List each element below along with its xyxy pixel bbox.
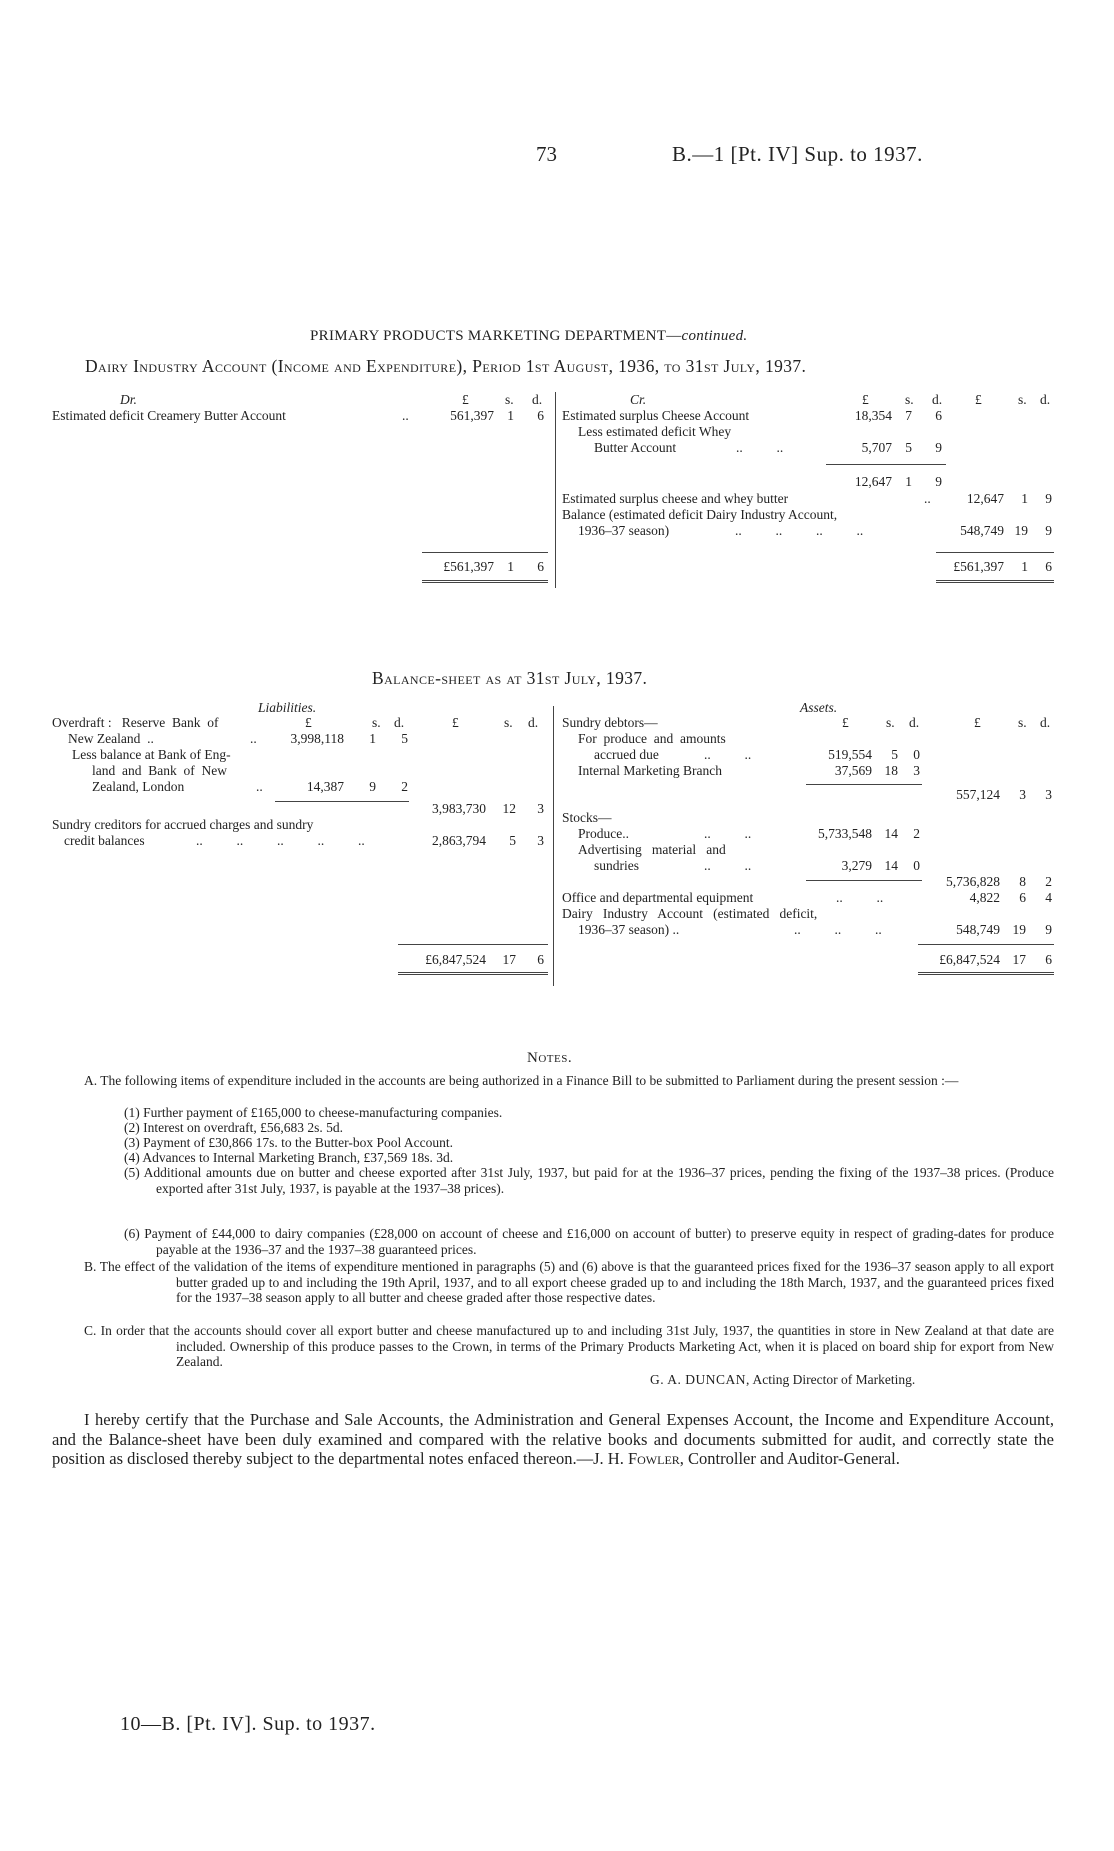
liab-col-pound2: £ bbox=[452, 715, 459, 730]
page-number: 73 bbox=[536, 142, 557, 166]
note-b: B. The effect of the validation of the items of expenditure mentioned in paragraphs (5) and (6) above is that the guaranteed prices fixed for the 1936–37 season apply to all export butter graded up to and including the 19th April, 1937, and to all export cheese graded up to and including the 18th March, 1937, and the guaranteed prices fixed for the 1937–38 season apply to all butter and cheese graded after those respective dates. bbox=[84, 1259, 1054, 1305]
dr-total-s: 1 bbox=[507, 559, 514, 574]
overdraft-net-d: 3 bbox=[537, 801, 544, 816]
creditors-pound: 2,863,794 bbox=[432, 833, 486, 848]
liab-total-d: 6 bbox=[537, 952, 544, 967]
liab-col-s2: s. bbox=[504, 715, 513, 730]
dairy-asset-dots: .. .. .. bbox=[794, 922, 882, 937]
cr-row1-label: Estimated surplus Cheese Account bbox=[562, 408, 750, 423]
imb-d: 3 bbox=[913, 763, 920, 778]
assets-total-double-rule bbox=[918, 972, 1054, 975]
debtors-total-s: 3 bbox=[1019, 787, 1026, 802]
note-a6: (6) Payment of £44,000 to dairy companies (£28,000 on account of cheese and £16,000 on account of butter) to preserve equity in respect of grading-dates for produce payable at the 1936–37 and the 1937–38 guaranteed prices. bbox=[124, 1226, 1054, 1257]
assets-total-pound: £6,847,524 bbox=[939, 952, 1000, 967]
signature-name: G. A. DUNCAN, bbox=[650, 1372, 750, 1387]
dr-heading: Dr. bbox=[120, 392, 137, 407]
debtors-total-d: 3 bbox=[1045, 787, 1052, 802]
cr-col-s2: s. bbox=[1018, 392, 1027, 407]
cr-row1-pound: 18,354 bbox=[854, 408, 892, 423]
less-s: 9 bbox=[369, 779, 376, 794]
debtors-rule bbox=[806, 784, 922, 785]
cr-row3-dots: .. bbox=[924, 491, 931, 506]
dr-total-rule bbox=[422, 552, 548, 553]
assets-col-s2: s. bbox=[1018, 715, 1027, 730]
overdraft-d: 5 bbox=[401, 731, 408, 746]
audit-certificate bbox=[52, 1410, 1054, 1469]
dairy-asset-d: 9 bbox=[1045, 922, 1052, 937]
dairy-account-title: Dairy Industry Account (Income and Expenditure), Period 1st August, 1936, to 31st July, 1937. bbox=[85, 356, 807, 376]
less-label-b: land and Bank of New bbox=[92, 763, 227, 778]
department-title bbox=[310, 328, 747, 345]
cr-row1-d: 6 bbox=[935, 408, 942, 423]
dr-total-double-rule bbox=[422, 580, 548, 583]
liab-total-pound: £6,847,524 bbox=[425, 952, 486, 967]
notes-heading: Notes. bbox=[527, 1050, 573, 1066]
balance-column-divider bbox=[553, 706, 554, 986]
stocks-label: Stocks— bbox=[562, 810, 612, 825]
cr-row2-dots: .. .. bbox=[736, 440, 784, 455]
notes-signature bbox=[650, 1372, 915, 1388]
cr-col-pound2: £ bbox=[975, 392, 982, 407]
office-s: 6 bbox=[1019, 890, 1026, 905]
cr-row4-d: 9 bbox=[1045, 523, 1052, 538]
creditors-label-b: credit balances bbox=[64, 833, 145, 848]
note-a-intro: A. The following items of expenditure included in the accounts are being authorized in a Finance Bill to be submitted to Parliament during the present session :— bbox=[84, 1073, 959, 1088]
liab-total-s: 17 bbox=[502, 952, 516, 967]
stocks-rule bbox=[806, 880, 922, 881]
cr-row3-pound: 12,647 bbox=[966, 491, 1004, 506]
assets-total-s: 17 bbox=[1012, 952, 1026, 967]
cr-row2-label-b: Butter Account bbox=[594, 440, 677, 455]
creditors-s: 5 bbox=[509, 833, 516, 848]
department-title-continued: continued. bbox=[681, 328, 748, 344]
advertising-s: 14 bbox=[884, 858, 898, 873]
cr-col-s1: s. bbox=[905, 392, 914, 407]
certificate-name: J. H. Fowler, bbox=[593, 1449, 684, 1468]
dr-row-dots: .. bbox=[402, 408, 409, 423]
assets-col-pound1: £ bbox=[842, 715, 849, 730]
dairy-column-divider bbox=[555, 392, 556, 588]
less-dots: .. bbox=[256, 779, 263, 794]
cr-total-d: 6 bbox=[1045, 559, 1052, 574]
cr-row3-s: 1 bbox=[1021, 491, 1028, 506]
stock-produce-label: Produce.. bbox=[578, 826, 629, 841]
dr-row-pound: 561,397 bbox=[450, 408, 494, 423]
office-label: Office and departmental equipment bbox=[562, 890, 754, 905]
imb-s: 18 bbox=[884, 763, 898, 778]
overdraft-net-pound: 3,983,730 bbox=[432, 801, 486, 816]
liab-heading: Liabilities. bbox=[258, 700, 317, 715]
assets-total-d: 6 bbox=[1045, 952, 1052, 967]
produce-d: 0 bbox=[913, 747, 920, 762]
liab-total-double-rule bbox=[398, 972, 548, 975]
dr-row-d: 6 bbox=[537, 408, 544, 423]
advertising-dots: .. .. bbox=[704, 858, 752, 873]
assets-col-pound2: £ bbox=[974, 715, 981, 730]
footer-reference: 10—B. [Pt. IV]. Sup. to 1937. bbox=[120, 1713, 376, 1735]
liab-col-pound1: £ bbox=[305, 715, 312, 730]
stock-produce-s: 14 bbox=[884, 826, 898, 841]
advertising-label-a: Advertising material and bbox=[578, 842, 726, 857]
overdraft-net-s: 12 bbox=[502, 801, 516, 816]
less-label-a: Less balance at Bank of Eng- bbox=[72, 747, 231, 762]
liab-col-s1: s. bbox=[372, 715, 381, 730]
dr-col-d: d. bbox=[532, 392, 543, 407]
stock-produce-pound: 5,733,548 bbox=[818, 826, 872, 841]
dr-col-s: s. bbox=[505, 392, 514, 407]
cr-row2-pound: 5,707 bbox=[861, 440, 892, 455]
cr-heading: Cr. bbox=[630, 392, 647, 407]
advertising-d: 0 bbox=[913, 858, 920, 873]
cr-row2-s: 5 bbox=[905, 440, 912, 455]
note-c: C. In order that the accounts should cover all export butter and cheese manufactured up to and including 31st July, 1937, the quantities in store in New Zealand at that date are included. Ownership of this produce passes to the Crown, in terms of the Primary Products Marketing Act, when it is placed on board ship for export from New Zealand. bbox=[84, 1323, 1054, 1369]
cr-total-s: 1 bbox=[1021, 559, 1028, 574]
stock-produce-dots: .. .. bbox=[704, 826, 752, 841]
dairy-asset-s: 19 bbox=[1012, 922, 1026, 937]
cr-total-double-rule bbox=[936, 580, 1054, 583]
creditors-label-a: Sundry creditors for accrued charges and sundry bbox=[52, 817, 314, 832]
stock-produce-d: 2 bbox=[913, 826, 920, 841]
cr-col-pound1: £ bbox=[862, 392, 869, 407]
assets-col-d1: d. bbox=[909, 715, 920, 730]
advertising-label-b: sundries bbox=[594, 858, 639, 873]
produce-s: 5 bbox=[891, 747, 898, 762]
produce-pound: 519,554 bbox=[828, 747, 872, 762]
cr-row2-label-a: Less estimated deficit Whey bbox=[578, 424, 732, 439]
less-label-c: Zealand, London bbox=[92, 779, 185, 794]
advertising-pound: 3,279 bbox=[841, 858, 872, 873]
signature-title: Acting Director of Marketing. bbox=[752, 1372, 916, 1387]
overdraft-net-rule bbox=[275, 801, 409, 802]
overdraft-s: 1 bbox=[369, 731, 376, 746]
certificate-text: I hereby certify that the Purchase and Sale Accounts, the Administration and General Expenses Account, the Income and Expenditure Account, and the Balance-sheet have been duly examined and compared with the relative books and documents submitted for audit, and correctly state the position as disclosed thereby subject to the departmental notes enfaced thereon.— bbox=[52, 1410, 1054, 1468]
debtors-label: Sundry debtors— bbox=[562, 715, 658, 730]
overdraft-pound: 3,998,118 bbox=[290, 731, 344, 746]
page-reference: B.—1 [Pt. IV] Sup. to 1937. bbox=[672, 142, 923, 166]
office-d: 4 bbox=[1045, 890, 1052, 905]
dr-row-s: 1 bbox=[507, 408, 514, 423]
overdraft-dots: .. bbox=[250, 731, 257, 746]
note-a4: (4) Advances to Internal Marketing Branch, £37,569 18s. 3d. bbox=[124, 1150, 454, 1165]
liab-total-rule bbox=[398, 944, 548, 945]
cr-row4-dots: .. .. .. .. bbox=[735, 523, 864, 538]
cr-row4-pound: 548,749 bbox=[960, 523, 1004, 538]
imb-label: Internal Marketing Branch bbox=[578, 763, 722, 778]
assets-total-rule bbox=[918, 944, 1054, 945]
produce-dots: .. .. bbox=[704, 747, 752, 762]
dairy-asset-pound: 548,749 bbox=[956, 922, 1000, 937]
less-pound: 14,387 bbox=[306, 779, 344, 794]
dr-total-d: 6 bbox=[537, 559, 544, 574]
assets-col-s1: s. bbox=[886, 715, 895, 730]
cr-col-d1: d. bbox=[932, 392, 943, 407]
cr-row3-label: Estimated surplus cheese and whey butter bbox=[562, 491, 789, 506]
dr-row-label: Estimated deficit Creamery Butter Account bbox=[52, 408, 286, 423]
assets-heading: Assets. bbox=[800, 700, 838, 715]
creditors-dots: .. .. .. .. .. bbox=[196, 833, 365, 848]
produce-label-b: accrued due bbox=[594, 747, 659, 762]
creditors-d: 3 bbox=[537, 833, 544, 848]
office-dots: .. .. bbox=[836, 890, 884, 905]
cr-row2-d: 9 bbox=[935, 440, 942, 455]
stocks-total-pound: 5,736,828 bbox=[946, 874, 1000, 889]
note-a1: (1) Further payment of £165,000 to cheese-manufacturing companies. bbox=[124, 1105, 503, 1120]
balance-sheet-title: Balance-sheet as at 31st July, 1937. bbox=[372, 668, 648, 688]
imb-pound: 37,569 bbox=[834, 763, 872, 778]
dairy-asset-label-b: 1936–37 season) .. bbox=[578, 922, 680, 937]
stocks-total-d: 2 bbox=[1045, 874, 1052, 889]
cr-row4-label-b: 1936–37 season) bbox=[578, 523, 670, 538]
cr-col-d2: d. bbox=[1040, 392, 1051, 407]
certificate-title: Controller and Auditor-General. bbox=[688, 1449, 900, 1468]
dr-col-pound: £ bbox=[462, 392, 469, 407]
cr-sub-d: 9 bbox=[935, 474, 942, 489]
note-a3: (3) Payment of £30,866 17s. to the Butter-box Pool Account. bbox=[124, 1135, 453, 1150]
department-title-main: PRIMARY PRODUCTS MARKETING DEPARTMENT— bbox=[310, 328, 682, 344]
produce-label-a: For produce and amounts bbox=[578, 731, 726, 746]
overdraft-label-a: Overdraft : Reserve Bank of bbox=[52, 715, 219, 730]
note-a5: (5) Additional amounts due on butter and cheese exported after 31st July, 1937, but paid for at the 1936–37 prices, pending the fixing of the 1937–38 prices. (Produce exported after 31st July, 1937, is payable at the 1937–38 prices). bbox=[124, 1165, 1054, 1196]
cr-total-rule bbox=[936, 552, 1054, 553]
cr-row3-d: 9 bbox=[1045, 491, 1052, 506]
cr-sub-s: 1 bbox=[905, 474, 912, 489]
cr-row4-label-a: Balance (estimated deficit Dairy Industry Account, bbox=[562, 507, 838, 522]
less-d: 2 bbox=[401, 779, 408, 794]
debtors-total-pound: 557,124 bbox=[956, 787, 1000, 802]
overdraft-label-b: New Zealand .. bbox=[68, 731, 154, 746]
dairy-asset-label-a: Dairy Industry Account (estimated deficit, bbox=[562, 906, 818, 921]
stocks-total-s: 8 bbox=[1019, 874, 1026, 889]
cr-row4-s: 19 bbox=[1014, 523, 1028, 538]
liab-col-d1: d. bbox=[394, 715, 405, 730]
dr-total-pound: £561,397 bbox=[443, 559, 494, 574]
assets-col-d2: d. bbox=[1040, 715, 1051, 730]
cr-total-pound: £561,397 bbox=[953, 559, 1004, 574]
note-a2: (2) Interest on overdraft, £56,683 2s. 5d. bbox=[124, 1120, 343, 1135]
cr-row1-s: 7 bbox=[905, 408, 912, 423]
cr-subtotal-rule bbox=[826, 464, 946, 465]
cr-sub-pound: 12,647 bbox=[854, 474, 892, 489]
office-pound: 4,822 bbox=[969, 890, 1000, 905]
liab-col-d2: d. bbox=[528, 715, 539, 730]
